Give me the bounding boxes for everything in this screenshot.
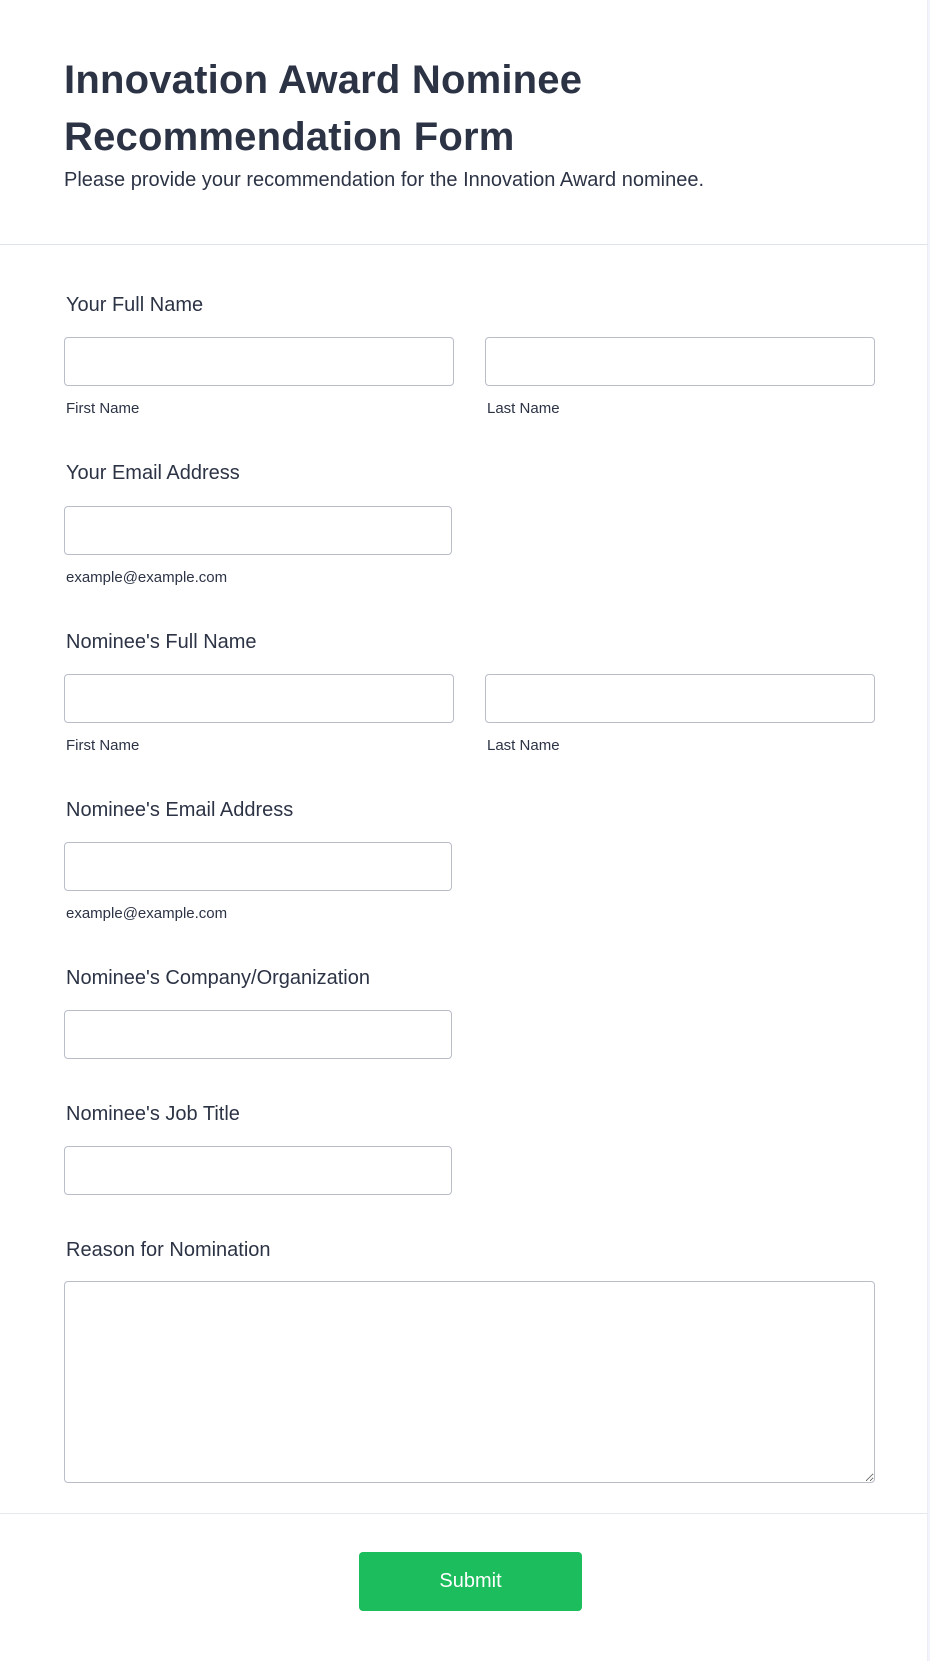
nominee-company-input[interactable] [64,1010,452,1059]
your-email-sublabel: example@example.com [66,569,228,586]
your-last-name-input[interactable] [485,337,875,386]
your-email-label: Your Email Address [66,462,240,484]
your-first-name-input[interactable] [64,337,454,386]
your-full-name-label: Your Full Name [66,294,204,316]
nominee-first-name-input[interactable] [64,674,454,723]
nominee-first-name-sublabel: First Name [66,737,140,754]
nominee-email-input[interactable] [64,842,452,891]
nominee-last-name-sublabel: Last Name [487,737,560,754]
reason-textarea[interactable] [64,1281,875,1483]
your-email-input[interactable] [64,506,452,555]
reason-label: Reason for Nomination [66,1239,271,1261]
nominee-last-name-input[interactable] [485,674,875,723]
nominee-company-label: Nominee's Company/Organization [66,967,370,989]
form-footer [0,1513,928,1661]
your-first-name-sublabel: First Name [66,400,140,417]
nominee-email-label: Nominee's Email Address [66,799,294,821]
your-last-name-sublabel: Last Name [487,400,560,417]
nominee-job-title-input[interactable] [64,1146,452,1195]
form-title: Innovation Award Nominee Recommendation Form [64,58,583,159]
nominee-full-name-label: Nominee's Full Name [66,631,257,653]
form-subtitle: Please provide your recommendation for the Innovation Award nominee. [64,169,705,191]
form-header [0,0,928,245]
nominee-email-sublabel: example@example.com [66,905,228,922]
submit-button[interactable]: Submit [359,1552,582,1611]
nominee-job-title-label: Nominee's Job Title [66,1103,240,1125]
